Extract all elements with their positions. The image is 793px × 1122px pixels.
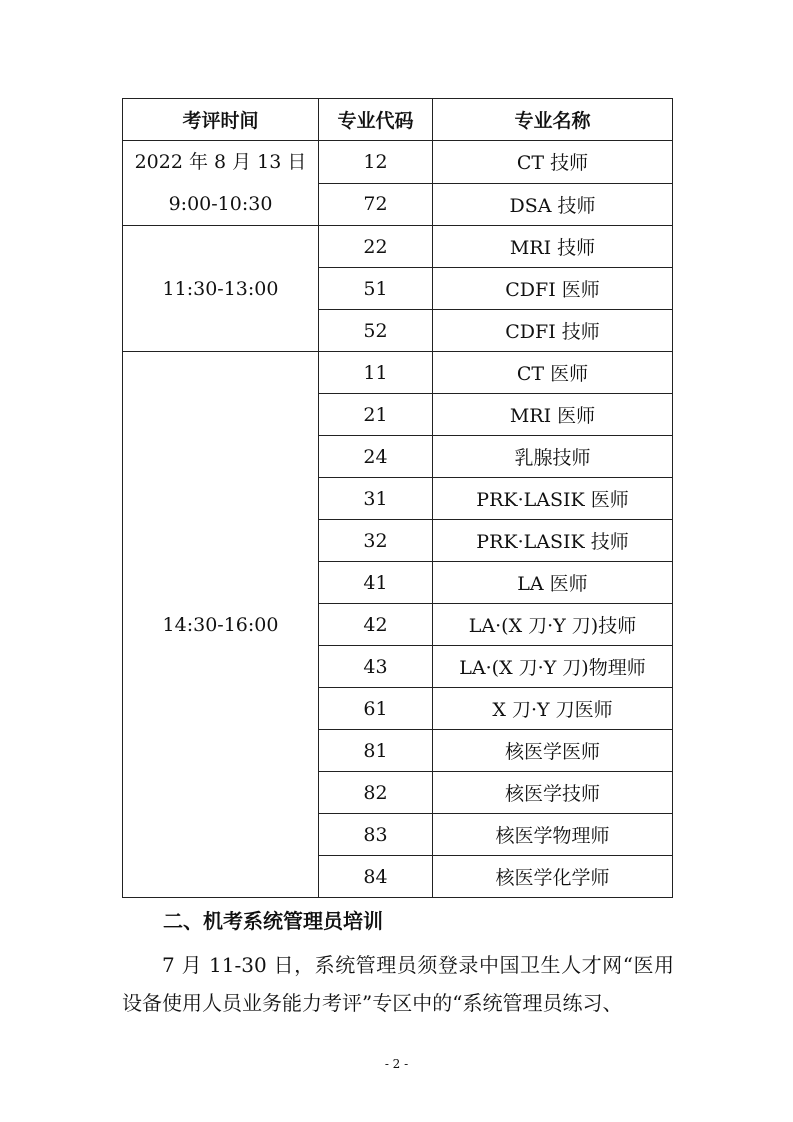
major-code: 11 xyxy=(319,352,433,394)
page-number: - 2 - xyxy=(384,1057,409,1071)
major-code: 52 xyxy=(319,310,433,352)
major-name: X 刀·Y 刀医师 xyxy=(433,688,673,730)
table-row xyxy=(123,141,673,184)
major-name: 核医学技师 xyxy=(433,772,673,814)
major-name: 核医学化学师 xyxy=(433,856,673,898)
exam-date: 2022 年 8 月 13 日 xyxy=(134,151,307,173)
table-row xyxy=(123,352,673,394)
major-code: 42 xyxy=(319,604,433,646)
exam-time-cell: 11:30-13:00 xyxy=(123,226,319,352)
exam-time: 9:00-10:30 xyxy=(168,193,273,215)
exam-schedule-table xyxy=(122,98,673,898)
major-name: MRI 医师 xyxy=(433,394,673,436)
header-major-code: 专业代码 xyxy=(319,99,433,141)
major-name: 乳腺技师 xyxy=(433,436,673,478)
major-code: 83 xyxy=(319,814,433,856)
major-code: 61 xyxy=(319,688,433,730)
header-exam-time: 考评时间 xyxy=(123,99,319,141)
major-name: MRI 技师 xyxy=(433,226,673,268)
major-name: PRK·LASIK 技师 xyxy=(433,520,673,562)
exam-time-cell xyxy=(123,141,319,226)
major-name: PRK·LASIK 医师 xyxy=(433,478,673,520)
table-header-row xyxy=(123,99,673,141)
major-name: 核医学物理师 xyxy=(433,814,673,856)
major-code: 82 xyxy=(319,772,433,814)
exam-time-cell: 14:30-16:00 xyxy=(123,352,319,898)
header-major-name: 专业名称 xyxy=(433,99,673,141)
major-code: 32 xyxy=(319,520,433,562)
major-name: CT 医师 xyxy=(433,352,673,394)
major-code: 72 xyxy=(319,183,433,226)
major-code: 43 xyxy=(319,646,433,688)
major-name: LA·(X 刀·Y 刀)技师 xyxy=(433,604,673,646)
major-name: LA 医师 xyxy=(433,562,673,604)
major-code: 84 xyxy=(319,856,433,898)
body-paragraph: 7 月 11-30 日，系统管理员须登录中国卫生人才网“医用设备使用人员业务能力考评”专区中的“系统管理员练习、 xyxy=(122,953,674,1015)
section-heading: 二、机考系统管理员培训 xyxy=(163,909,383,933)
major-name: DSA 技师 xyxy=(433,183,673,226)
major-code: 41 xyxy=(319,562,433,604)
major-name: 核医学医师 xyxy=(433,730,673,772)
major-code: 31 xyxy=(319,478,433,520)
major-name: CT 技师 xyxy=(433,141,673,184)
major-code: 12 xyxy=(319,141,433,184)
major-code: 22 xyxy=(319,226,433,268)
table-row xyxy=(123,226,673,268)
major-code: 51 xyxy=(319,268,433,310)
major-name: LA·(X 刀·Y 刀)物理师 xyxy=(433,646,673,688)
major-code: 21 xyxy=(319,394,433,436)
major-code: 81 xyxy=(319,730,433,772)
major-code: 24 xyxy=(319,436,433,478)
major-name: CDFI 医师 xyxy=(433,268,673,310)
major-name: CDFI 技师 xyxy=(433,310,673,352)
